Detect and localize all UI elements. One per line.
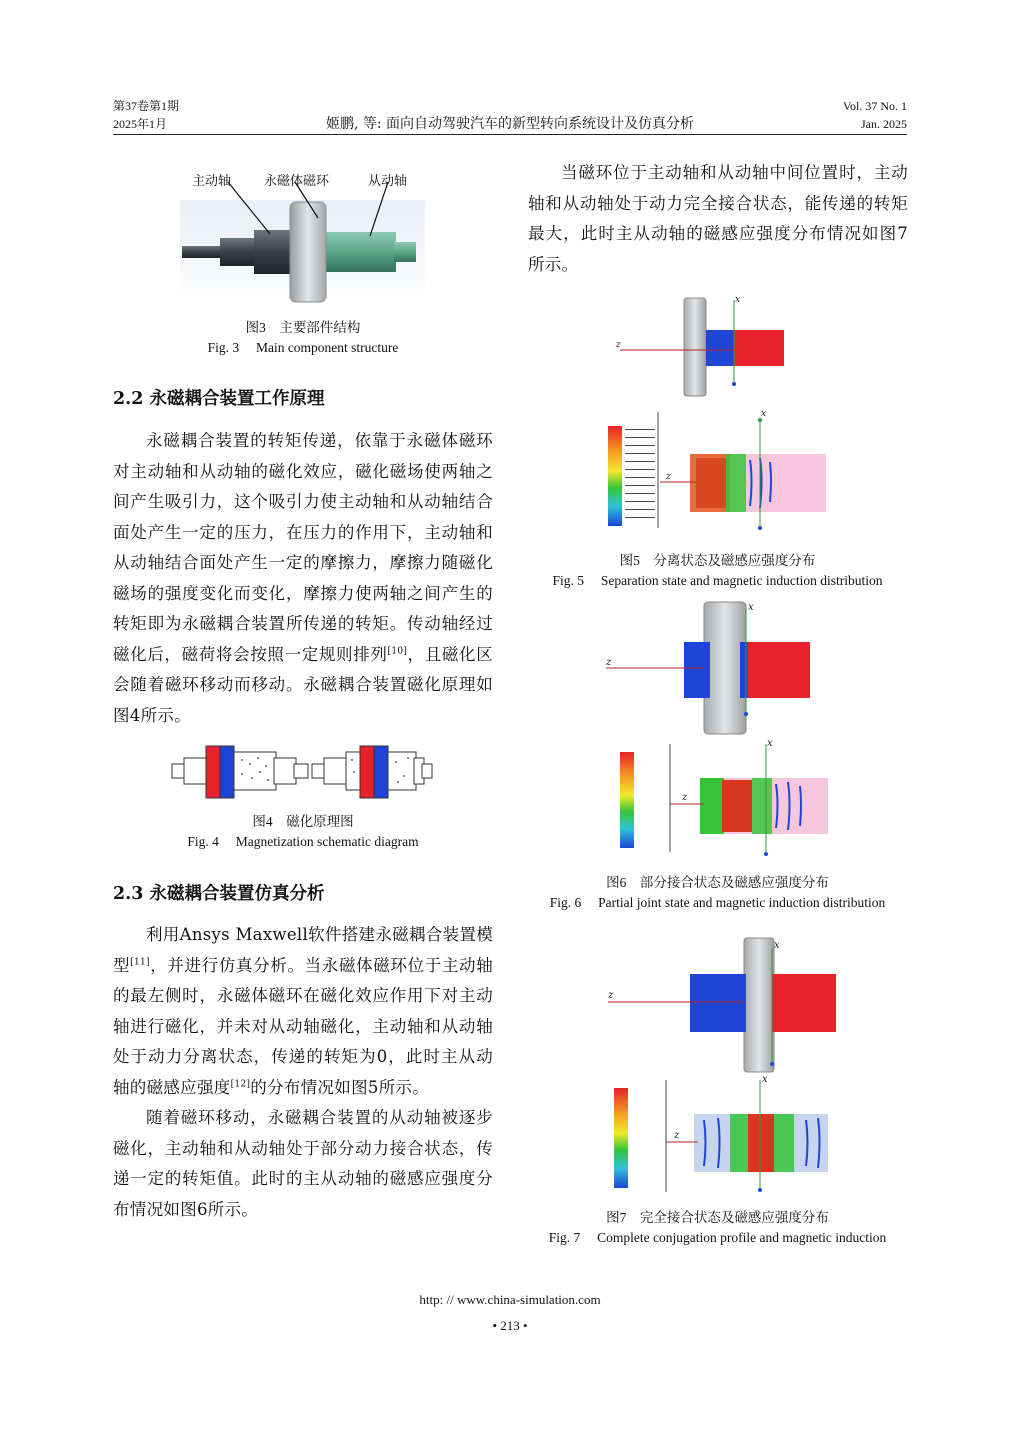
journal-issue-en [843,97,907,133]
journal-issue [113,97,179,133]
figure-6-caption [520,873,915,913]
running-title: 姬鹏, 等: 面向自动驾驶汽车的新型转向系统设计及仿真分析 [325,116,695,132]
issue-date-en: Jan. 2025 [861,117,907,131]
axis-z-label: z [616,340,621,350]
figure-4-caption-cn: 图4 磁化原理图 [252,814,354,829]
axis-z-label: z [608,990,614,1001]
figure-5-caption-cn: 图5 分离状态及磁感应强度分布 [619,553,816,568]
figure-7-caption-cn: 图7 完全接合状态及磁感应强度分布 [606,1210,829,1225]
figure-6 [600,598,840,860]
label-driven-shaft: 从动轴 [368,174,408,189]
volume-issue-en: Vol. 37 No. 1 [842,99,907,113]
label-magnet-ring: 永磁体磁环 [264,174,330,189]
paragraph-text: 的分布情况如图5所示。 [250,1077,430,1097]
axis-x-label: x [761,409,767,419]
paragraph: 随着磁环移动，永磁耦合装置的从动轴被逐步磁化，主动轴和从动轴处于部分动力接合状态，传递一定的转矩值。此时的主从动轴的磁感应强度分布情况如图6所示。 [113,1108,493,1219]
citation: [12] [230,1079,251,1089]
axis-z-label: z [606,657,612,668]
issue-date: 2025年1月 [113,117,168,131]
axis-x-label: x [735,295,741,305]
axis-x-label: x [767,738,773,749]
figure-6-image [600,598,840,860]
figure-5-caption-en: Fig. 5 Separation state and magnetic induction distribution [552,573,883,588]
paragraph-text-tail: ，且磁化区会随着磁环移动而移动。永磁耦合装置磁化原理如图4所示。 [113,644,493,725]
axis-z-label: z [682,792,688,803]
figure-4-caption-en: Fig. 4 Magnetization schematic diagram [187,834,419,849]
figure-6-caption-en: Fig. 6 Partial joint state and magnetic induction distribution [549,895,886,910]
figure-3-caption [113,318,493,358]
section-2-2-body [113,426,493,731]
figure-4-caption [113,812,493,852]
paragraph-text: ，并进行仿真分析。当永磁体磁环位于主动轴的最左侧时，永磁体磁环在磁化效应作用下对主动轴进行磁化，并未对从动轴磁化，主动轴和从动轴处于动力分离状态，传递的转矩为0，此时主从动轴的磁感应强度 [113,955,494,1097]
paragraph [113,920,493,1103]
paragraph-text: 永磁耦合装置的转矩传递，依靠于永磁体磁环对主动轴和从动轴的磁化效应，磁化磁场使两轴之间产生吸引力，这个吸引力使主动轴和从动轴结合面处产生一定的压力，在压力的作用下，主动轴和从动轴结合面处产生一定的摩擦力，摩擦力随磁化磁场的强度变化而变化，摩擦力使两轴之间产生的转矩即为永磁耦合装置所传递的转矩。传动轴经过磁化后，磁荷将会按照一定规则排列 [113,431,493,664]
axis-z-label: z [666,472,671,482]
volume-issue: 第37卷第1期 [113,99,180,113]
figure-3-caption-en: Fig. 3 Main component structure [207,340,399,355]
footer-url: http: // www.china-simulation.com [419,1292,601,1307]
section-2-2-heading: 2.2 永磁耦合装置工作原理 [113,389,325,409]
axis-x-label: x [748,602,754,613]
page-number: • 213 • [492,1318,528,1333]
figure-7-image [600,934,840,1200]
figure-3 [180,160,425,310]
section-2-3-heading: 2.3 永磁耦合装置仿真分析 [113,884,325,904]
figure-6-caption-cn: 图6 部分接合状态及磁感应强度分布 [606,875,829,890]
axis-x-label: x [762,1074,768,1085]
paragraph-text: 利用Ansys Maxwell软件搭建永磁耦合装置模型 [113,925,493,975]
figure-7 [600,934,840,1200]
figure-7-caption [520,1208,915,1248]
paragraph: 当磁环位于主动轴和从动轴中间位置时，主动轴和从动轴处于动力完全接合状态，能传递的转矩最大，此时主从动轴的磁感应强度分布情况如图7所示。 [528,163,908,274]
header-rule [113,134,907,135]
citation: [10] [387,646,408,656]
figure-7-caption-en: Fig. 7 Complete conjugation profile and magnetic induction [548,1230,887,1245]
figure-5 [600,292,840,542]
figure-3-caption-cn: 图3 主要部件结构 [245,320,361,335]
citation: [11] [130,957,150,967]
figure-4 [170,742,435,800]
figure-5-caption [520,551,915,591]
figure-4-image [170,742,435,800]
section-2-3-body [113,920,493,1225]
figure-5-image [600,292,840,542]
label-drive-shaft: 主动轴 [192,174,232,189]
axis-x-label: x [774,940,780,951]
paragraph [113,426,493,731]
right-column-body [528,158,908,280]
axis-z-label: z [674,1130,680,1141]
